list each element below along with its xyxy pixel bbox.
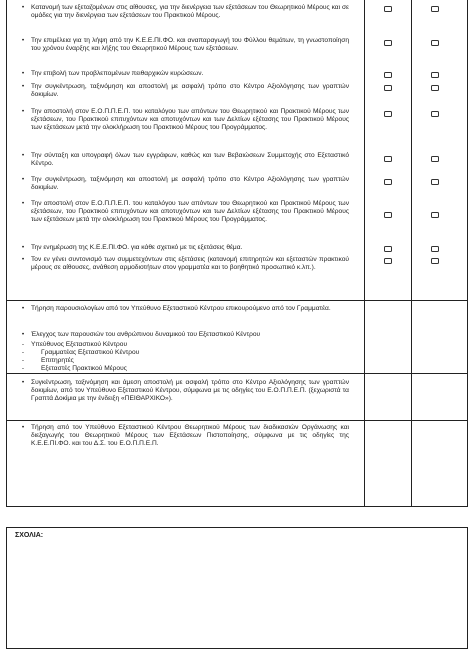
item-text: Την επιμέλεια για τη λήψη από την Κ.Ε.Ε.ΠΙ.ΦΟ. και αναπαραγωγή του Φύλλου θεμάτων, τη γνωστοποίηση του χρόνου έναρξης και λήξης του Θεωρητικού Μέρους των εξετάσεων. <box>31 37 349 53</box>
checkbox[interactable] <box>431 246 439 252</box>
role-text: Γραμματέας Εξεταστικού Κέντρου <box>41 349 140 356</box>
bullet: • <box>21 4 25 11</box>
item-text: Την συγκέντρωση, ταξινόμηση και αποστολή με ασφαλή τρόπο στο Κέντρο Αξιολόγησης των γραπτών δοκιμίων. <box>31 83 349 99</box>
list-item <box>17 37 349 53</box>
checkbox[interactable] <box>431 6 439 12</box>
item-text: Τήρηση παρουσιολογίων από τον Υπεύθυνο Εξεταστικού Κέντρου επικουρούμενο από τον Γραμματέα. <box>31 305 331 312</box>
bullet: • <box>21 176 25 183</box>
list-item <box>17 305 349 313</box>
column-divider-1 <box>364 0 365 506</box>
dash: - <box>21 349 25 356</box>
item-text: Κατανομή των εξεταζομένων στις αίθουσες, για την διενέργεια των εξετάσεων του Θεωρητικού Μέρους και σε ομάδες για την διενέργεια των εξετάσεων του Πρακτικού Μέρους. <box>31 4 349 20</box>
list-item <box>17 200 349 225</box>
bullet: • <box>21 331 25 338</box>
role-item <box>17 341 349 349</box>
list-item <box>17 331 349 339</box>
checkbox[interactable] <box>431 85 439 91</box>
row-divider-3 <box>7 420 467 421</box>
bullet: • <box>21 244 25 251</box>
item-text: Την αποστολή στον Ε.Ο.Π.Π.Ε.Π. του καταλόγου των απόντων του Θεωρητικού και Πρακτικού Μέρους των εξετάσεων, του Πρακτικού επιτυχόντων και αποτυχόντων και των Δελτίων εξέτασης του Πρακτικού Μέρους των εξετάσεων μετά την ολοκλήρωση του Πρακτικού Μέρους του Προγράμματος. <box>31 200 349 224</box>
list-item <box>17 244 349 252</box>
checkbox[interactable] <box>384 156 392 162</box>
checkbox[interactable] <box>431 40 439 46</box>
checkbox[interactable] <box>431 258 439 264</box>
checkbox[interactable] <box>431 212 439 218</box>
checkbox[interactable] <box>384 6 392 12</box>
row-divider-1 <box>7 300 467 301</box>
role-text: Εξεταστές Πρακτικού Μέρους <box>41 365 127 372</box>
checkbox[interactable] <box>384 258 392 264</box>
dash: - <box>21 365 25 372</box>
bullet: • <box>21 108 25 115</box>
bullet: • <box>21 83 25 90</box>
item-text: Την σύνταξη και υπογραφή όλων των εγγράφων, καθώς και των Βεβαιώσεων Συμμετοχής στο Εξεταστικό Κέντρο. <box>31 152 349 168</box>
checkbox[interactable] <box>384 212 392 218</box>
role-item <box>17 357 349 365</box>
checkbox[interactable] <box>431 72 439 78</box>
comments-label: ΣΧΟΛΙΑ: <box>15 532 44 539</box>
checkbox[interactable] <box>384 179 392 185</box>
item-text: Την συγκέντρωση, ταξινόμηση και αποστολή με ασφαλή τρόπο στο Κέντρο Αξιολόγησης των γραπτών δοκιμίων. <box>31 176 349 192</box>
checkbox[interactable] <box>431 156 439 162</box>
list-item <box>17 176 349 192</box>
list-item <box>17 424 349 449</box>
checkbox[interactable] <box>384 40 392 46</box>
bullet: • <box>21 37 25 44</box>
role-item <box>17 349 349 357</box>
checkbox[interactable] <box>431 111 439 117</box>
bullet: • <box>21 200 25 207</box>
list-item <box>17 256 349 272</box>
item-text: Τον εν γένει συντονισμό των συμμετεχόντων στις εξετάσεις (κατανομή επιτηρητών και εξεταστών πρακτικού μέρους σε αίθουσες, ανάθεση αρμοδιοτήτων στον γραμματέα και το βοηθητικό προσωπικό κ.λπ.). <box>31 256 349 272</box>
role-text: Υπεύθυνος Εξεταστικού Κέντρου <box>31 341 128 348</box>
item-text: Την επιβολή των προβλεπομένων πειθαρχικών κυρώσεων. <box>31 70 204 77</box>
list-item <box>17 83 349 99</box>
item-text: Συγκέντρωση, ταξινόμηση και άμεση αποστολή με ασφαλή τρόπο στο Κέντρο Αξιολόγησης των γραπτών δοκιμίων, από τον Υπεύθυνο Εξεταστικού Κέντρου, σύμφωνα με τις οδηγίες του Ε.Ο.Π.Π.Ε.Π. (ξεχωριστά τα Γραπτά Δοκίμια με την ένδειξη «ΠΕΙΘΑΡΧΙΚΟ»). <box>31 379 349 403</box>
item-text: Την αποστολή στον Ε.Ο.Π.Π.Ε.Π. του καταλόγου των απόντων του Θεωρητικού και Πρακτικού Μέρους των εξετάσεων, του Πρακτικού επιτυχόντων και αποτυχόντων και των Δελτίων εξέτασης του Πρακτικού Μέρους των εξετάσεων μετά την ολοκλήρωση του Πρακτικού Μέρους του Προγράμματος. <box>31 108 349 132</box>
comments-box[interactable] <box>6 527 468 649</box>
column-divider-2 <box>411 0 412 506</box>
bullet: • <box>21 379 25 386</box>
bullet: • <box>21 424 25 431</box>
dash: - <box>21 357 25 364</box>
bullet: • <box>21 256 25 263</box>
checkbox[interactable] <box>384 85 392 91</box>
item-text: Την ενημέρωση της Κ.Ε.Ε.ΠΙ.ΦΟ. για κάθε σχετικό με τις εξετάσεις θέμα. <box>31 244 243 251</box>
checkbox[interactable] <box>431 179 439 185</box>
list-item <box>17 379 349 404</box>
list-item <box>17 4 349 20</box>
role-text: Επιτηρητές <box>41 357 74 364</box>
list-item <box>17 108 349 133</box>
bullet: • <box>21 152 25 159</box>
dash: - <box>21 341 25 348</box>
checklist-table <box>6 0 468 507</box>
checkbox[interactable] <box>384 246 392 252</box>
item-text: Έλεγχος των παρουσιών του ανθρώπινου δυναμικού του Εξεταστικού Κέντρου <box>31 331 261 338</box>
item-text: Τήρηση από τον Υπεύθυνο Εξεταστικού Κέντρου Θεωρητικού Μέρους των διαδικασιών Οργάνωσης και διεξαγωγής του Θεωρητικού Μέρους των Εξετάσεων Πιστοποίησης, σύμφωνα με τις οδηγίες της Κ.Ε.Ε.ΠΙ.ΦΟ. και του Δ.Σ. του Ε.Ο.Π.Π.Ε.Π. <box>31 424 349 448</box>
checkbox[interactable] <box>384 111 392 117</box>
bullet: • <box>21 305 25 312</box>
role-item <box>17 365 349 373</box>
list-item <box>17 152 349 168</box>
bullet: • <box>21 70 25 77</box>
checkbox[interactable] <box>384 72 392 78</box>
list-item <box>17 70 349 78</box>
